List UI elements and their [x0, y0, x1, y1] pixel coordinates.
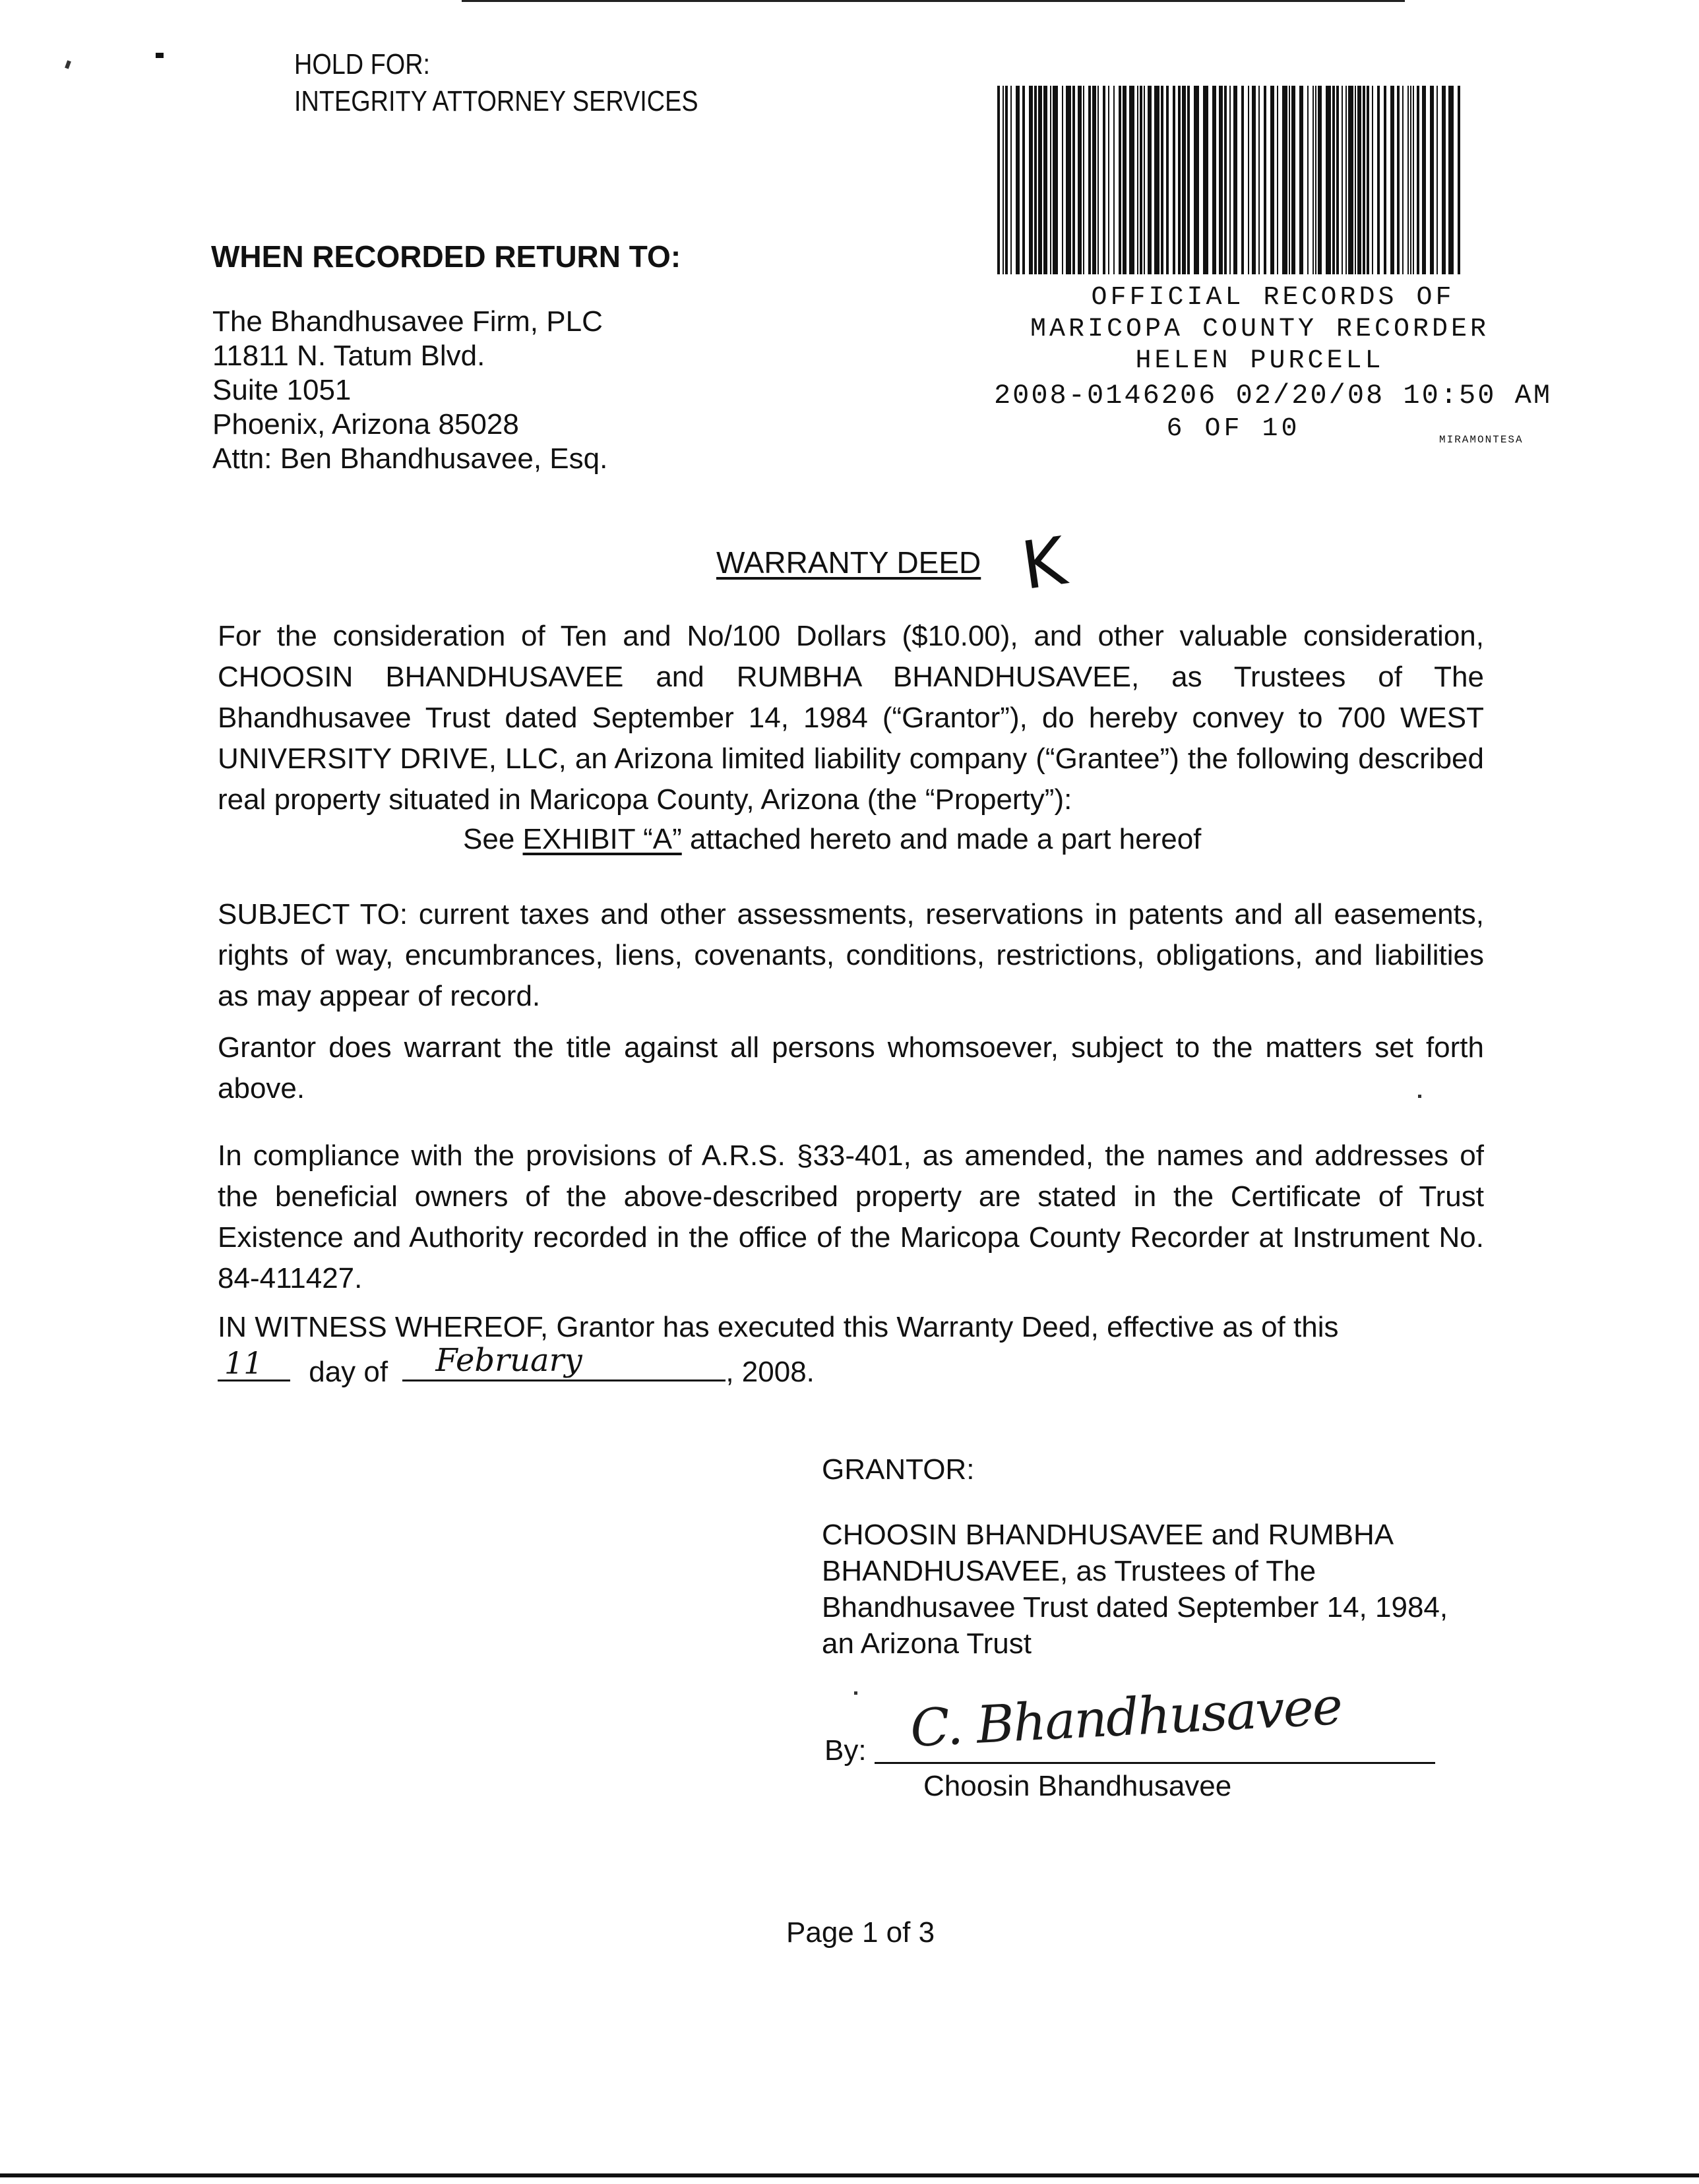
barcode-bar — [1212, 86, 1216, 274]
barcode-bar — [1390, 86, 1394, 274]
margin-check-mark: K — [1017, 522, 1071, 605]
barcode-bar — [1161, 86, 1163, 274]
barcode-bar — [1113, 86, 1115, 274]
barcode-bar — [1123, 86, 1127, 274]
scan-speck — [156, 53, 164, 58]
barcode-bar — [1034, 86, 1037, 274]
barcode-bar — [1088, 86, 1091, 274]
page-number: Page 1 of 3 — [786, 1916, 935, 1949]
barcode-bar — [1248, 86, 1249, 274]
barcode-bar — [1413, 86, 1414, 274]
barcode-bar — [1154, 86, 1159, 274]
barcode-bar — [1410, 86, 1411, 274]
barcode-bar — [1355, 86, 1356, 274]
barcode-bar — [1372, 86, 1373, 274]
barcode-bar — [1436, 86, 1438, 274]
barcode-bar — [1003, 86, 1004, 274]
barcode-bar — [1397, 86, 1400, 274]
barcode-bar — [1458, 86, 1460, 274]
barcode-bar — [1377, 86, 1380, 274]
barcode-bar — [1129, 86, 1134, 274]
barcode-bar — [1270, 86, 1274, 274]
day-handwritten: 11 — [224, 1345, 263, 1381]
barcode-bar — [1203, 86, 1208, 274]
subject-to-paragraph: SUBJECT TO: current taxes and other assessments, reservations in patents and all easements, rights of way, encumbrances, liens, covenants, conditions, restrictions, obligations, and liabilities as may appear of record. — [218, 898, 1484, 1012]
barcode-bar — [1313, 86, 1314, 274]
execution-date-line — [218, 1342, 815, 1393]
barcode-bar — [1224, 86, 1227, 274]
barcode-bar — [1173, 86, 1175, 274]
barcode-bar — [1182, 86, 1186, 274]
barcode-bar — [1097, 86, 1099, 274]
barcode-bar — [1010, 86, 1012, 274]
barcode-bar — [1083, 86, 1084, 274]
hold-for-label: HOLD FOR: — [294, 48, 431, 80]
grantor-label: GRANTOR: — [822, 1453, 975, 1486]
barcode-bar — [1016, 86, 1020, 274]
grantor-line: CHOOSIN BHANDHUSAVEE and RUMBHA — [822, 1519, 1394, 1551]
barcode-bar — [1072, 86, 1075, 274]
barcode-bar — [1022, 86, 1025, 274]
barcode-bar — [1363, 86, 1365, 274]
stamp-recorder-name: HELEN PURCELL — [1135, 346, 1384, 376]
by-label: By: — [824, 1734, 867, 1767]
recorder-stamp — [983, 282, 1563, 444]
document-title: WARRANTY DEED — [716, 545, 981, 580]
barcode-bar — [1430, 86, 1434, 274]
barcode-bar — [1062, 86, 1063, 274]
return-to-heading: WHEN RECORDED RETURN TO: — [211, 239, 681, 274]
exhibit-a-link: EXHIBIT “A” — [522, 823, 682, 855]
barcode-bar — [1252, 86, 1256, 274]
month-handwritten: February — [435, 1342, 582, 1379]
day-of-label: day of — [309, 1356, 388, 1388]
barcode-bar — [1092, 86, 1096, 274]
barcode-bar — [1332, 86, 1335, 274]
scan-bottom-edge — [0, 2173, 1699, 2177]
barcode-bar — [1178, 86, 1181, 274]
barcode-bar — [1229, 86, 1231, 274]
address-line: Phoenix, Arizona 85028 — [212, 408, 519, 440]
barcode-bar — [1005, 86, 1008, 274]
barcode-bar — [1050, 86, 1051, 274]
barcode-bar — [1417, 86, 1419, 274]
address-line: 11811 N. Tatum Blvd. — [212, 340, 485, 372]
month-blank — [402, 1342, 726, 1381]
barcode-bar — [1103, 86, 1105, 274]
scan-top-edge — [462, 0, 1405, 2]
hold-for-block — [294, 46, 764, 120]
barcode-bar — [1326, 86, 1331, 274]
signature-handwritten: C. Bhandhusavee — [909, 1676, 1344, 1759]
stamp-official-records: OFFICIAL RECORDS OF — [1091, 283, 1455, 313]
barcode-bar — [1108, 86, 1109, 274]
barcode-bar — [1345, 86, 1347, 274]
scan-speck — [854, 1691, 857, 1695]
address-line: Attn: Ben Bhandhusavee, Esq. — [212, 442, 608, 475]
grantor-line: an Arizona Trust — [822, 1627, 1032, 1660]
barcode-bar — [1307, 86, 1309, 274]
barcode-bar — [1187, 86, 1190, 274]
address-line: The Bhandhusavee Firm, PLC — [212, 305, 603, 338]
barcode-bar — [1043, 86, 1047, 274]
return-to-address — [212, 305, 607, 476]
exhibit-reference — [463, 823, 1201, 856]
barcode-bar — [1336, 86, 1339, 274]
barcode-bar — [1144, 86, 1145, 274]
exhibit-prefix: See — [463, 823, 523, 855]
barcode-bar — [1029, 86, 1033, 274]
stamp-instrument-number: 2008-0146206 02/20/08 10:50 AM — [993, 380, 1553, 411]
barcode-bar — [1194, 86, 1199, 274]
barcode-bar — [1264, 86, 1266, 274]
barcode-bar — [1241, 86, 1244, 274]
barcode-bar — [1140, 86, 1142, 274]
witness-paragraph: IN WITNESS WHEREOF, Grantor has executed this Warranty Deed, effective as of this — [218, 1311, 1339, 1343]
barcode-bar — [1407, 86, 1409, 274]
grantor-line: BHANDHUSAVEE, as Trustees of The — [822, 1555, 1316, 1587]
grantor-line: Bhandhusavee Trust dated September 14, 1984, — [822, 1591, 1448, 1623]
stamp-clerk-id: MIRAMONTESA — [1439, 434, 1524, 446]
signature-line — [875, 1762, 1435, 1764]
barcode-bar — [1318, 86, 1322, 274]
stamp-page-count: 6 OF 10 — [1166, 414, 1301, 444]
stamp-county-recorder: MARICOPA COUNTY RECORDER — [1030, 315, 1490, 344]
exhibit-suffix: attached hereto and made a part hereof — [681, 823, 1202, 855]
barcode-bar — [1137, 86, 1138, 274]
barcode-bar — [1315, 86, 1316, 274]
barcode-bar — [1289, 86, 1290, 274]
barcode-bar — [1119, 86, 1121, 274]
barcode-bar — [1442, 86, 1446, 274]
year-suffix: , 2008. — [726, 1356, 815, 1388]
barcode-bar — [997, 86, 1000, 274]
barcode-bar — [1219, 86, 1223, 274]
barcode-bar — [1367, 86, 1369, 274]
barcode-bar — [1448, 86, 1454, 274]
barcode-bar — [1357, 86, 1361, 274]
barcode-bar — [1282, 86, 1287, 274]
barcode-bar — [1277, 86, 1278, 274]
barcode-bar — [1299, 86, 1303, 274]
barcode-bar — [1342, 86, 1343, 274]
grantor-description — [822, 1517, 1448, 1662]
hold-for-company: INTEGRITY ATTORNEY SERVICES — [294, 85, 698, 117]
barcode-bar — [1038, 86, 1042, 274]
barcode-bar — [1258, 86, 1260, 274]
barcode-bar — [1166, 86, 1169, 274]
barcode-bar — [1384, 86, 1386, 274]
barcode-bar — [1078, 86, 1082, 274]
signer-name: Choosin Bhandhusavee — [923, 1770, 1232, 1802]
barcode-bar — [1402, 86, 1404, 274]
barcode-bar — [1053, 86, 1058, 274]
barcode-bar — [1066, 86, 1071, 274]
barcode-bar — [1148, 86, 1152, 274]
barcode-bar — [1348, 86, 1353, 274]
barcode-bar — [1233, 86, 1237, 274]
compliance-paragraph: In compliance with the provisions of A.R.S. §33-401, as amended, the names and addresses of the beneficial owners of the above-described property are stated in the Certificate of Trust Existence and Authority recorded in the office of the Maricopa County Recorder at Instrument No. 84-411427. — [218, 1139, 1484, 1294]
warrant-paragraph: Grantor does warrant the title against all persons whomsoever, subject to the matters set forth above. — [218, 1031, 1484, 1105]
day-blank — [218, 1347, 290, 1381]
scan-speck — [65, 60, 71, 69]
barcode-bar — [1422, 86, 1426, 274]
address-line: Suite 1051 — [212, 374, 352, 406]
barcode — [995, 86, 1464, 274]
consideration-paragraph: For the consideration of Ten and No/100 Dollars ($10.00), and other valuable consideration, CHOOSIN BHANDHUSAVEE and RUMBHA BHANDHUSAVEE, as Trustees of The Bhandhusavee Trust dated September 14, 1984 (“Grantor”), do hereby convey to 700 WEST UNIVERSITY DRIVE, LLC, an Arizona limited liability company (“Grantee”) the following described real property situated in Maricopa County, Arizona (the “Property”): — [218, 620, 1484, 816]
barcode-bar — [1291, 86, 1295, 274]
